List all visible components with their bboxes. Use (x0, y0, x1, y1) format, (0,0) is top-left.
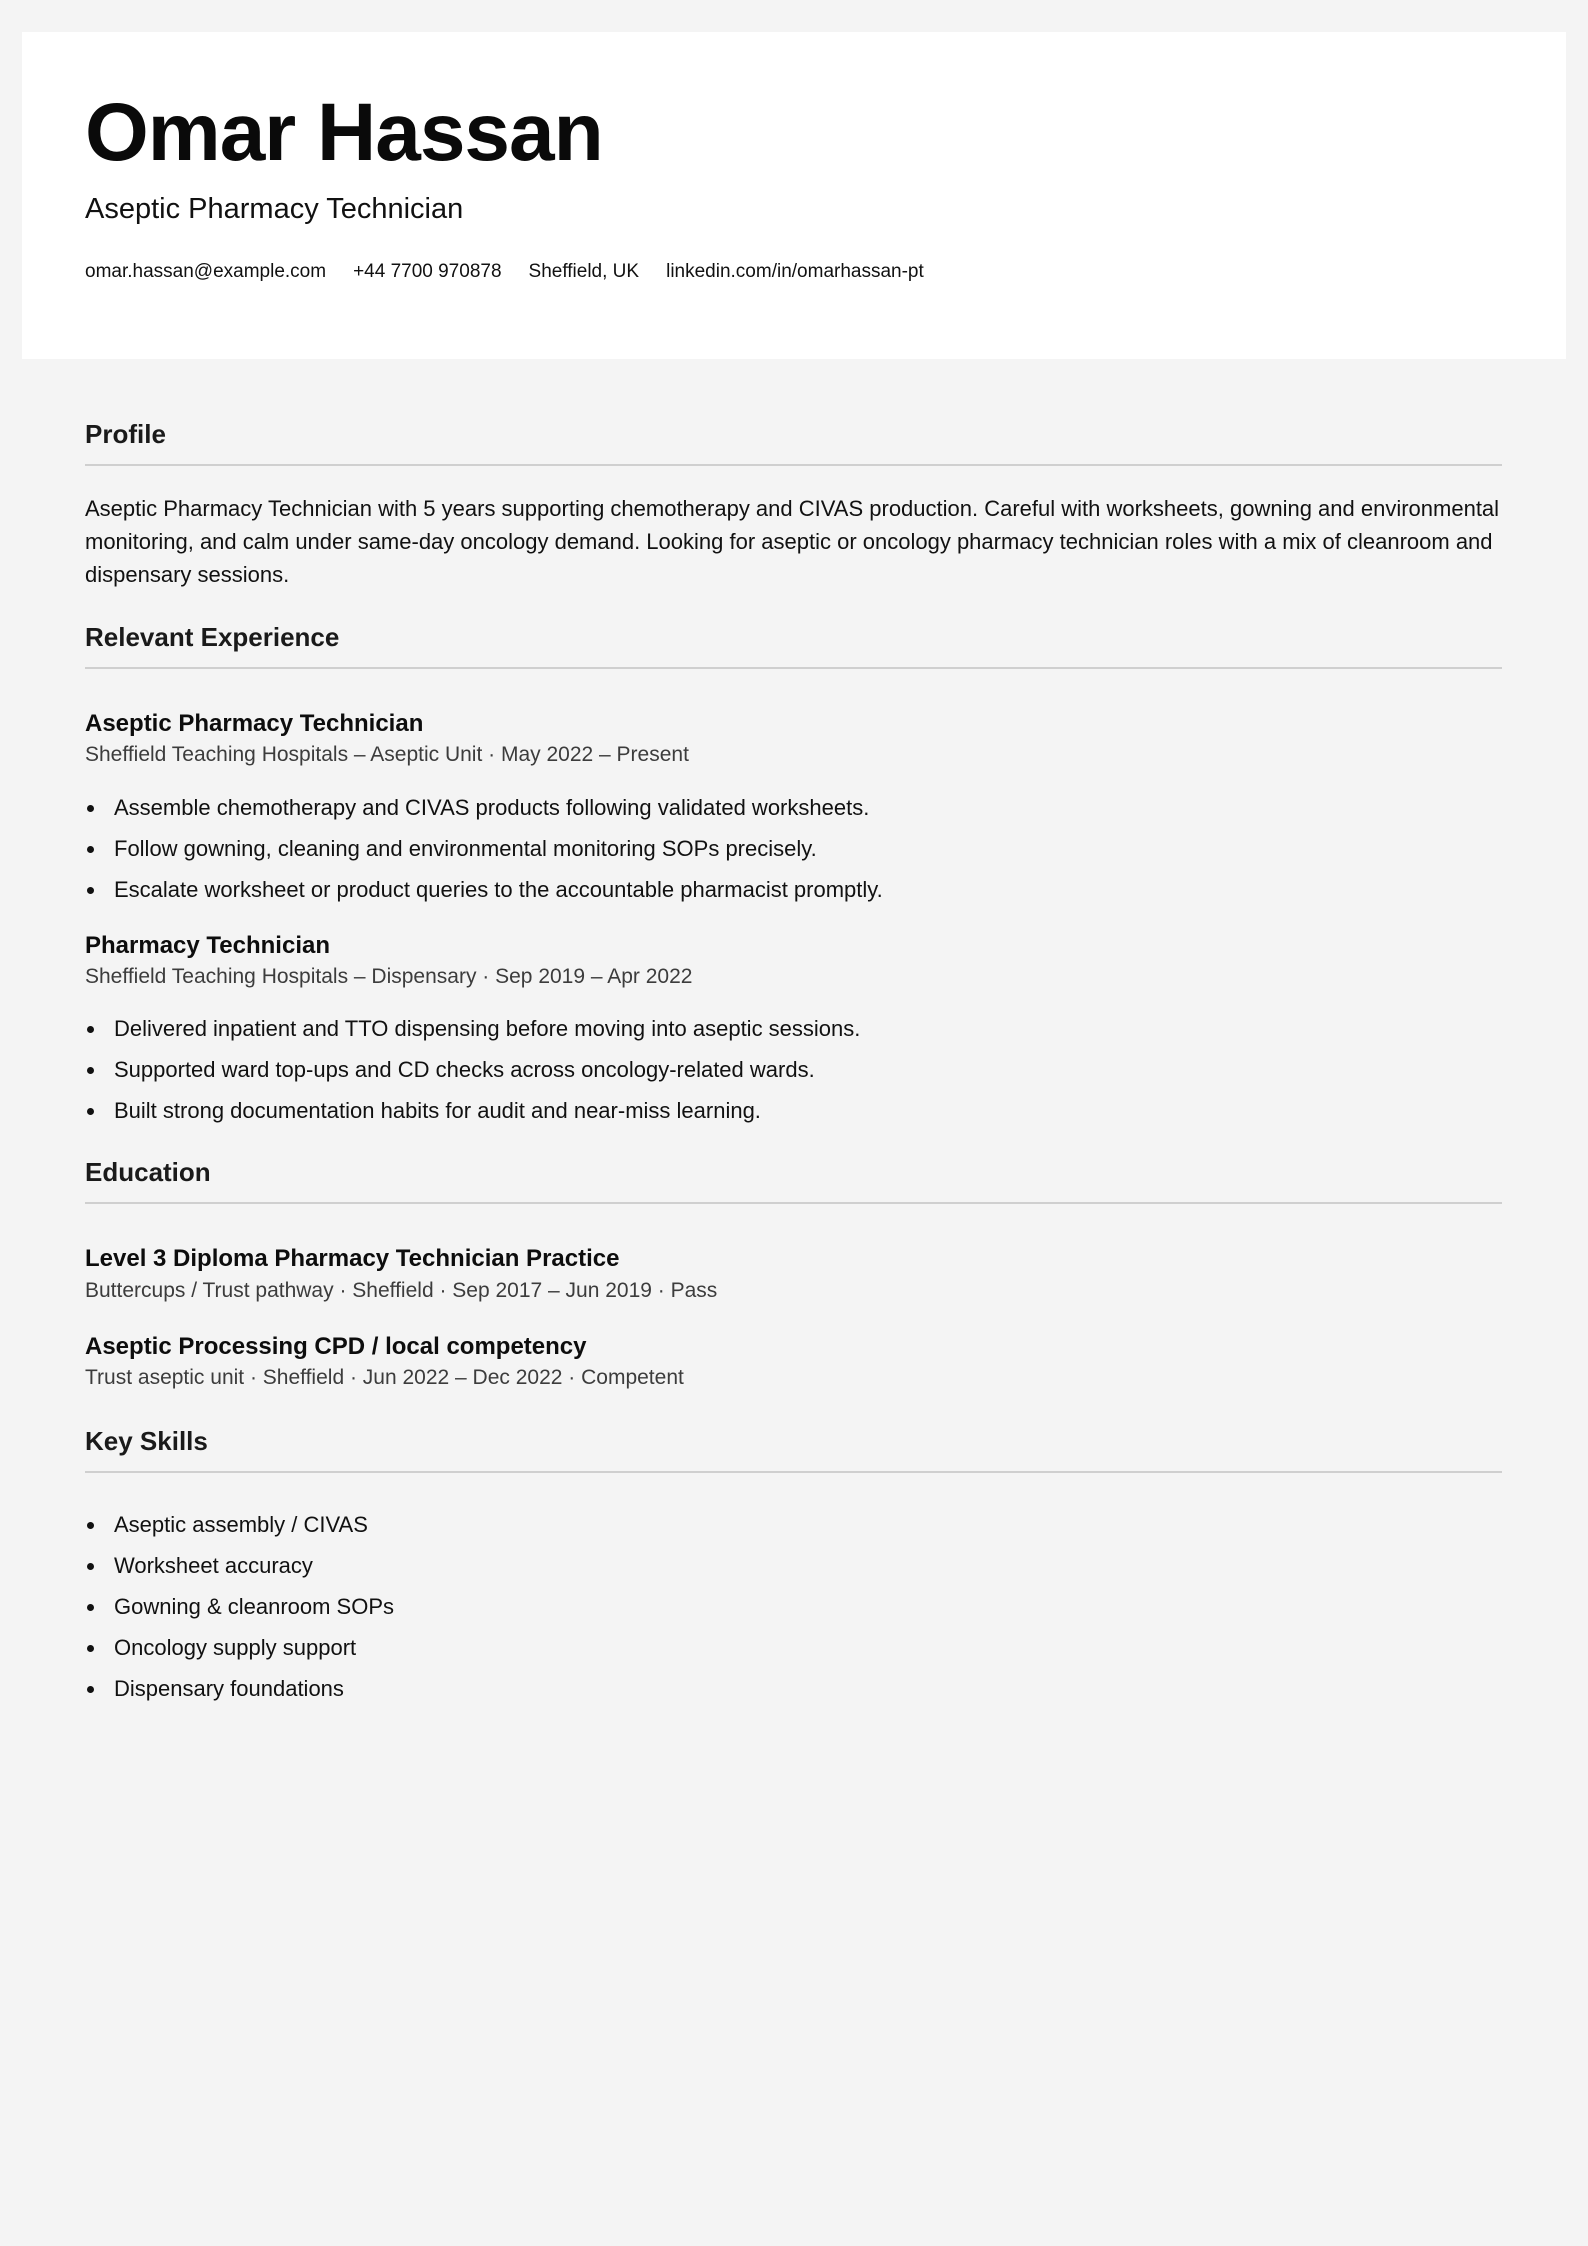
section-title-experience: Relevant Experience (85, 622, 340, 652)
contact-location: Sheffield, UK (528, 261, 640, 282)
candidate-role: Aseptic Pharmacy Technician (85, 193, 464, 225)
candidate-name: Omar Hassan (85, 87, 603, 178)
list-item: Oncology supply support (85, 1627, 394, 1668)
job-meta: Sheffield Teaching Hospitals – Aseptic Unit · May 2022 – Present (85, 743, 689, 766)
job-bullets (85, 1008, 860, 1131)
list-item: Gowning & cleanroom SOPs (85, 1586, 394, 1627)
section-divider (85, 464, 1502, 466)
section-title-profile: Profile (85, 419, 166, 449)
job-title: Aseptic Pharmacy Technician (85, 710, 424, 737)
section-divider (85, 1471, 1502, 1473)
list-item: Follow gowning, cleaning and environmental monitoring SOPs precisely. (85, 828, 883, 869)
education-meta: Buttercups / Trust pathway · Sheffield · Sep 2017 – Jun 2019 · Pass (85, 1279, 718, 1302)
list-item: Supported ward top-ups and CD checks across oncology-related wards. (85, 1049, 860, 1090)
section-divider (85, 667, 1502, 669)
contact-row (85, 262, 924, 281)
job-meta: Sheffield Teaching Hospitals – Dispensary · Sep 2019 – Apr 2022 (85, 965, 693, 988)
list-item: Assemble chemotherapy and CIVAS products following validated worksheets. (85, 787, 883, 828)
education-title: Level 3 Diploma Pharmacy Technician Practice (85, 1245, 620, 1272)
list-item: Escalate worksheet or product queries to the accountable pharmacist promptly. (85, 869, 883, 910)
contact-phone[interactable]: +44 7700 970878 (353, 261, 502, 282)
contact-email[interactable]: omar.hassan@example.com (85, 261, 327, 282)
list-item: Worksheet accuracy (85, 1545, 394, 1586)
list-item: Delivered inpatient and TTO dispensing before moving into aseptic sessions. (85, 1008, 860, 1049)
job-bullets (85, 787, 883, 910)
list-item: Dispensary foundations (85, 1668, 394, 1709)
list-item: Aseptic assembly / CIVAS (85, 1504, 394, 1545)
section-title-skills: Key Skills (85, 1426, 208, 1456)
skills-list (85, 1504, 394, 1709)
list-item: Built strong documentation habits for audit and near-miss learning. (85, 1090, 860, 1131)
job-title: Pharmacy Technician (85, 932, 330, 959)
education-title: Aseptic Processing CPD / local competency (85, 1333, 587, 1360)
contact-linkedin[interactable]: linkedin.com/in/omarhassan-pt (666, 261, 924, 282)
resume-header (22, 32, 1566, 359)
education-meta: Trust aseptic unit · Sheffield · Jun 2022 – Dec 2022 · Competent (85, 1366, 684, 1389)
section-title-education: Education (85, 1157, 211, 1187)
section-divider (85, 1202, 1502, 1204)
profile-summary: Aseptic Pharmacy Technician with 5 years supporting chemotherapy and CIVAS production. Careful with worksheets, gowning and environmental monitoring, and calm under same-day oncology demand. Looking for aseptic or oncology pharmacy technician roles with a mix of cleanroom and dispensary sessions. (85, 496, 1500, 587)
